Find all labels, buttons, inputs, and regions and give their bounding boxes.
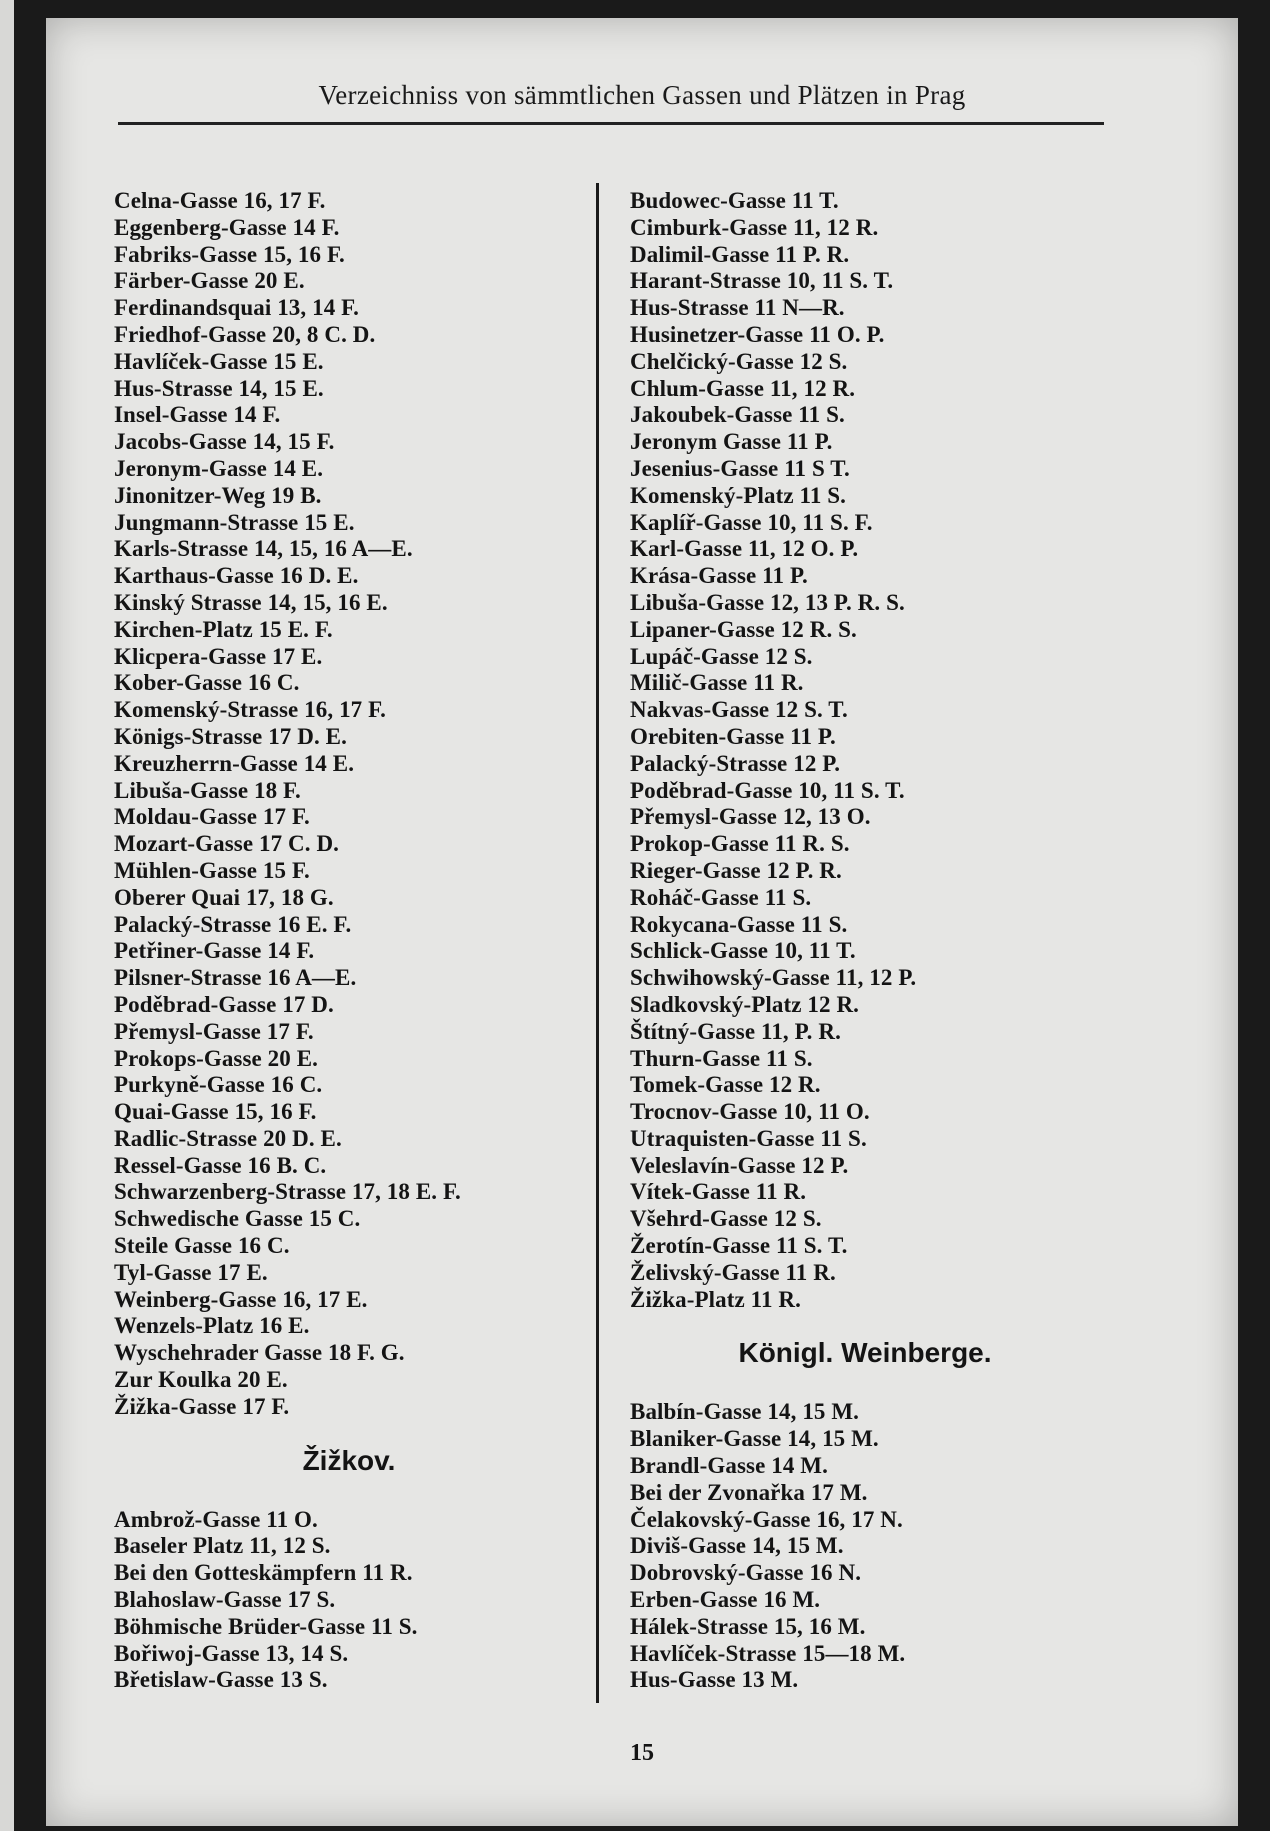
street-entry: Kreuzherrn-Gasse 14 E. [114, 750, 355, 776]
street-entry: Quai-Gasse 15, 16 F. [114, 1099, 317, 1125]
street-entry: Vítek-Gasse 11 R. [630, 1179, 807, 1205]
street-entry: Bei der Zvonařka 17 M. [630, 1479, 868, 1505]
street-entry: Rokycana-Gasse 11 S. [630, 911, 848, 937]
street-entry: Radlic-Strasse 20 D. E. [114, 1125, 342, 1151]
street-entry: Jacobs-Gasse 14, 15 F. [114, 429, 335, 455]
street-entry: Havlíček-Gasse 15 E. [114, 348, 324, 374]
street-entry: Baseler Platz 11, 12 S. [114, 1533, 331, 1559]
street-entry: Brandl-Gasse 14 M. [630, 1453, 828, 1479]
street-entry: Žižka-Platz 11 R. [630, 1286, 801, 1312]
street-entry: Komenský-Platz 11 S. [630, 482, 847, 508]
street-entry: Komenský-Strasse 16, 17 F. [114, 697, 387, 723]
street-entry: Rieger-Gasse 12 P. R. [630, 857, 842, 883]
street-entry: Chelčický-Gasse 12 S. [630, 348, 848, 374]
street-entry: Hálek-Strasse 15, 16 M. [630, 1613, 866, 1639]
header-rule [118, 122, 1104, 125]
street-entry: Milič-Gasse 11 R. [630, 670, 804, 696]
page-number: 15 [630, 1740, 654, 1766]
street-entry: Orebiten-Gasse 11 P. [630, 723, 836, 749]
street-entry: Färber-Gasse 20 E. [114, 268, 305, 294]
street-entry: Dobrovský-Gasse 16 N. [630, 1560, 862, 1586]
street-entry: Jeronym Gasse 11 P. [630, 429, 833, 455]
book-page [46, 18, 1238, 1826]
street-entry: Petřiner-Gasse 14 F. [114, 938, 315, 964]
street-entry: Hus-Strasse 14, 15 E. [114, 375, 324, 401]
street-list-zizkov-part1 [114, 1507, 584, 1695]
street-entry: Kober-Gasse 16 C. [114, 670, 300, 696]
street-entry: Blaniker-Gasse 14, 15 M. [630, 1426, 879, 1452]
street-entry: Karl-Gasse 11, 12 O. P. [630, 536, 859, 562]
street-entry: Prokops-Gasse 20 E. [114, 1045, 319, 1071]
street-entry: Trocnov-Gasse 10, 11 O. [630, 1099, 870, 1125]
street-entry: Kirchen-Platz 15 E. F. [114, 616, 333, 642]
street-entry: Moldau-Gasse 17 F. [114, 804, 310, 830]
scan-left-edge [0, 0, 14, 1831]
street-list-weinberge [630, 1399, 1150, 1694]
street-entry: Steile Gasse 16 C. [114, 1233, 290, 1259]
street-entry: Přemysl-Gasse 17 F. [114, 1018, 314, 1044]
street-entry: Königs-Strasse 17 D. E. [114, 723, 347, 749]
street-entry: Erben-Gasse 16 M. [630, 1587, 821, 1613]
street-entry: Kinský Strasse 14, 15, 16 E. [114, 589, 388, 615]
street-entry: Ferdinandsquai 13, 14 F. [114, 295, 360, 321]
street-entry: Schwihowský-Gasse 11, 12 P. [630, 965, 917, 991]
street-entry: Lipaner-Gasse 12 R. S. [630, 616, 857, 642]
street-entry: Mühlen-Gasse 15 F. [114, 857, 310, 883]
street-entry: Havlíček-Strasse 15—18 M. [630, 1640, 906, 1666]
street-entry: Fabriks-Gasse 15, 16 F. [114, 241, 345, 267]
street-entry: Schwarzenberg-Strasse 17, 18 E. F. [114, 1179, 461, 1205]
street-entry: Eggenberg-Gasse 14 F. [114, 214, 340, 240]
street-entry: Friedhof-Gasse 20, 8 C. D. [114, 321, 376, 347]
street-entry: Purkyně-Gasse 16 C. [114, 1072, 323, 1098]
street-entry: Želivský-Gasse 11 R. [630, 1259, 836, 1285]
street-list-prague-main [114, 188, 584, 1421]
street-entry: Jakoubek-Gasse 11 S. [630, 402, 845, 428]
street-entry: Harant-Strasse 10, 11 S. T. [630, 268, 894, 294]
street-entry: Böhmische Brüder-Gasse 11 S. [114, 1613, 418, 1639]
street-entry: Roháč-Gasse 11 S. [630, 884, 812, 910]
street-entry: Všehrd-Gasse 12 S. [630, 1206, 822, 1232]
street-entry: Tomek-Gasse 12 R. [630, 1072, 821, 1098]
street-entry: Jinonitzer-Weg 19 B. [114, 482, 322, 508]
street-entry: Schlick-Gasse 10, 11 T. [630, 938, 856, 964]
street-entry: Karthaus-Gasse 16 D. E. [114, 563, 359, 589]
street-entry: Jesenius-Gasse 11 S T. [630, 455, 850, 481]
street-entry: Jeronym-Gasse 14 E. [114, 455, 324, 481]
street-entry: Oberer Quai 17, 18 G. [114, 884, 334, 910]
street-entry: Thurn-Gasse 11 S. [630, 1045, 813, 1071]
street-entry: Štítný-Gasse 11, P. R. [630, 1018, 841, 1044]
street-entry: Přemysl-Gasse 12, 13 O. [630, 804, 871, 830]
street-entry: Břetislaw-Gasse 13 S. [114, 1667, 328, 1693]
street-entry: Wyschehrader Gasse 18 F. G. [114, 1340, 405, 1366]
street-entry: Schwedische Gasse 15 C. [114, 1206, 361, 1232]
street-entry: Insel-Gasse 14 F. [114, 402, 281, 428]
street-entry: Prokop-Gasse 11 R. S. [630, 831, 850, 857]
street-entry: Jungmann-Strasse 15 E. [114, 509, 355, 535]
street-entry: Libuša-Gasse 18 F. [114, 777, 301, 803]
street-entry: Balbín-Gasse 14, 15 M. [630, 1399, 860, 1425]
street-entry: Bořiwoj-Gasse 13, 14 S. [114, 1640, 349, 1666]
street-entry: Cimburk-Gasse 11, 12 R. [630, 214, 879, 240]
street-entry: Weinberg-Gasse 16, 17 E. [114, 1286, 368, 1312]
street-list-zizkov-part2 [630, 188, 1150, 1313]
street-entry: Pilsner-Strasse 16 A—E. [114, 965, 357, 991]
street-entry: Utraquisten-Gasse 11 S. [630, 1125, 867, 1151]
column-divider [596, 183, 599, 1703]
street-entry: Mozart-Gasse 17 C. D. [114, 831, 340, 857]
street-entry: Hus-Gasse 13 M. [630, 1667, 799, 1693]
street-entry: Bei den Gotteskämpfern 11 R. [114, 1560, 413, 1586]
running-header: Verzeichniss von sämmtlichen Gassen und Plätzen in Prag [318, 80, 966, 110]
street-entry: Lupáč-Gasse 12 S. [630, 643, 813, 669]
street-entry: Poděbrad-Gasse 10, 11 S. T. [630, 777, 905, 803]
street-entry: Libuša-Gasse 12, 13 P. R. S. [630, 589, 905, 615]
right-column [630, 188, 1150, 1694]
street-entry: Budowec-Gasse 11 T. [630, 188, 839, 213]
street-entry: Karls-Strasse 14, 15, 16 A—E. [114, 536, 413, 562]
street-entry: Krása-Gasse 11 P. [630, 563, 808, 589]
street-entry: Kaplíř-Gasse 10, 11 S. F. [630, 509, 873, 535]
street-entry: Ambrož-Gasse 11 O. [114, 1506, 318, 1532]
street-entry: Palacký-Strasse 12 P. [630, 750, 841, 776]
street-entry: Klicpera-Gasse 17 E. [114, 643, 323, 669]
street-entry: Wenzels-Platz 16 E. [114, 1313, 310, 1339]
street-entry: Žerotín-Gasse 11 S. T. [630, 1233, 848, 1259]
left-column [114, 188, 584, 1694]
street-entry: Tyl-Gasse 17 E. [114, 1259, 268, 1285]
street-entry: Chlum-Gasse 11, 12 R. [630, 375, 856, 401]
street-entry: Sladkovský-Platz 12 R. [630, 991, 860, 1017]
street-entry: Zur Koulka 20 E. [114, 1367, 288, 1393]
street-entry: Palacký-Strasse 16 E. F. [114, 911, 352, 937]
street-entry: Ressel-Gasse 16 B. C. [114, 1152, 327, 1178]
street-entry: Husinetzer-Gasse 11 O. P. [630, 321, 885, 347]
street-entry: Celna-Gasse 16, 17 F. [114, 188, 326, 213]
street-entry: Veleslavín-Gasse 12 P. [630, 1152, 849, 1178]
street-entry: Blahoslaw-Gasse 17 S. [114, 1587, 336, 1613]
street-entry: Dalimil-Gasse 11 P. R. [630, 241, 850, 267]
street-entry: Poděbrad-Gasse 17 D. [114, 991, 334, 1017]
street-entry: Nakvas-Gasse 12 S. T. [630, 697, 848, 723]
section-heading-koenigl-weinberge: Königl. Weinberge. [738, 1337, 992, 1369]
street-entry: Hus-Strasse 11 N—R. [630, 295, 845, 321]
street-entry: Čelakovský-Gasse 16, 17 N. [630, 1506, 903, 1532]
street-entry: Diviš-Gasse 14, 15 M. [630, 1533, 844, 1559]
street-entry: Žižka-Gasse 17 F. [114, 1393, 290, 1419]
section-heading-zizkov: Žižkov. [302, 1444, 396, 1476]
